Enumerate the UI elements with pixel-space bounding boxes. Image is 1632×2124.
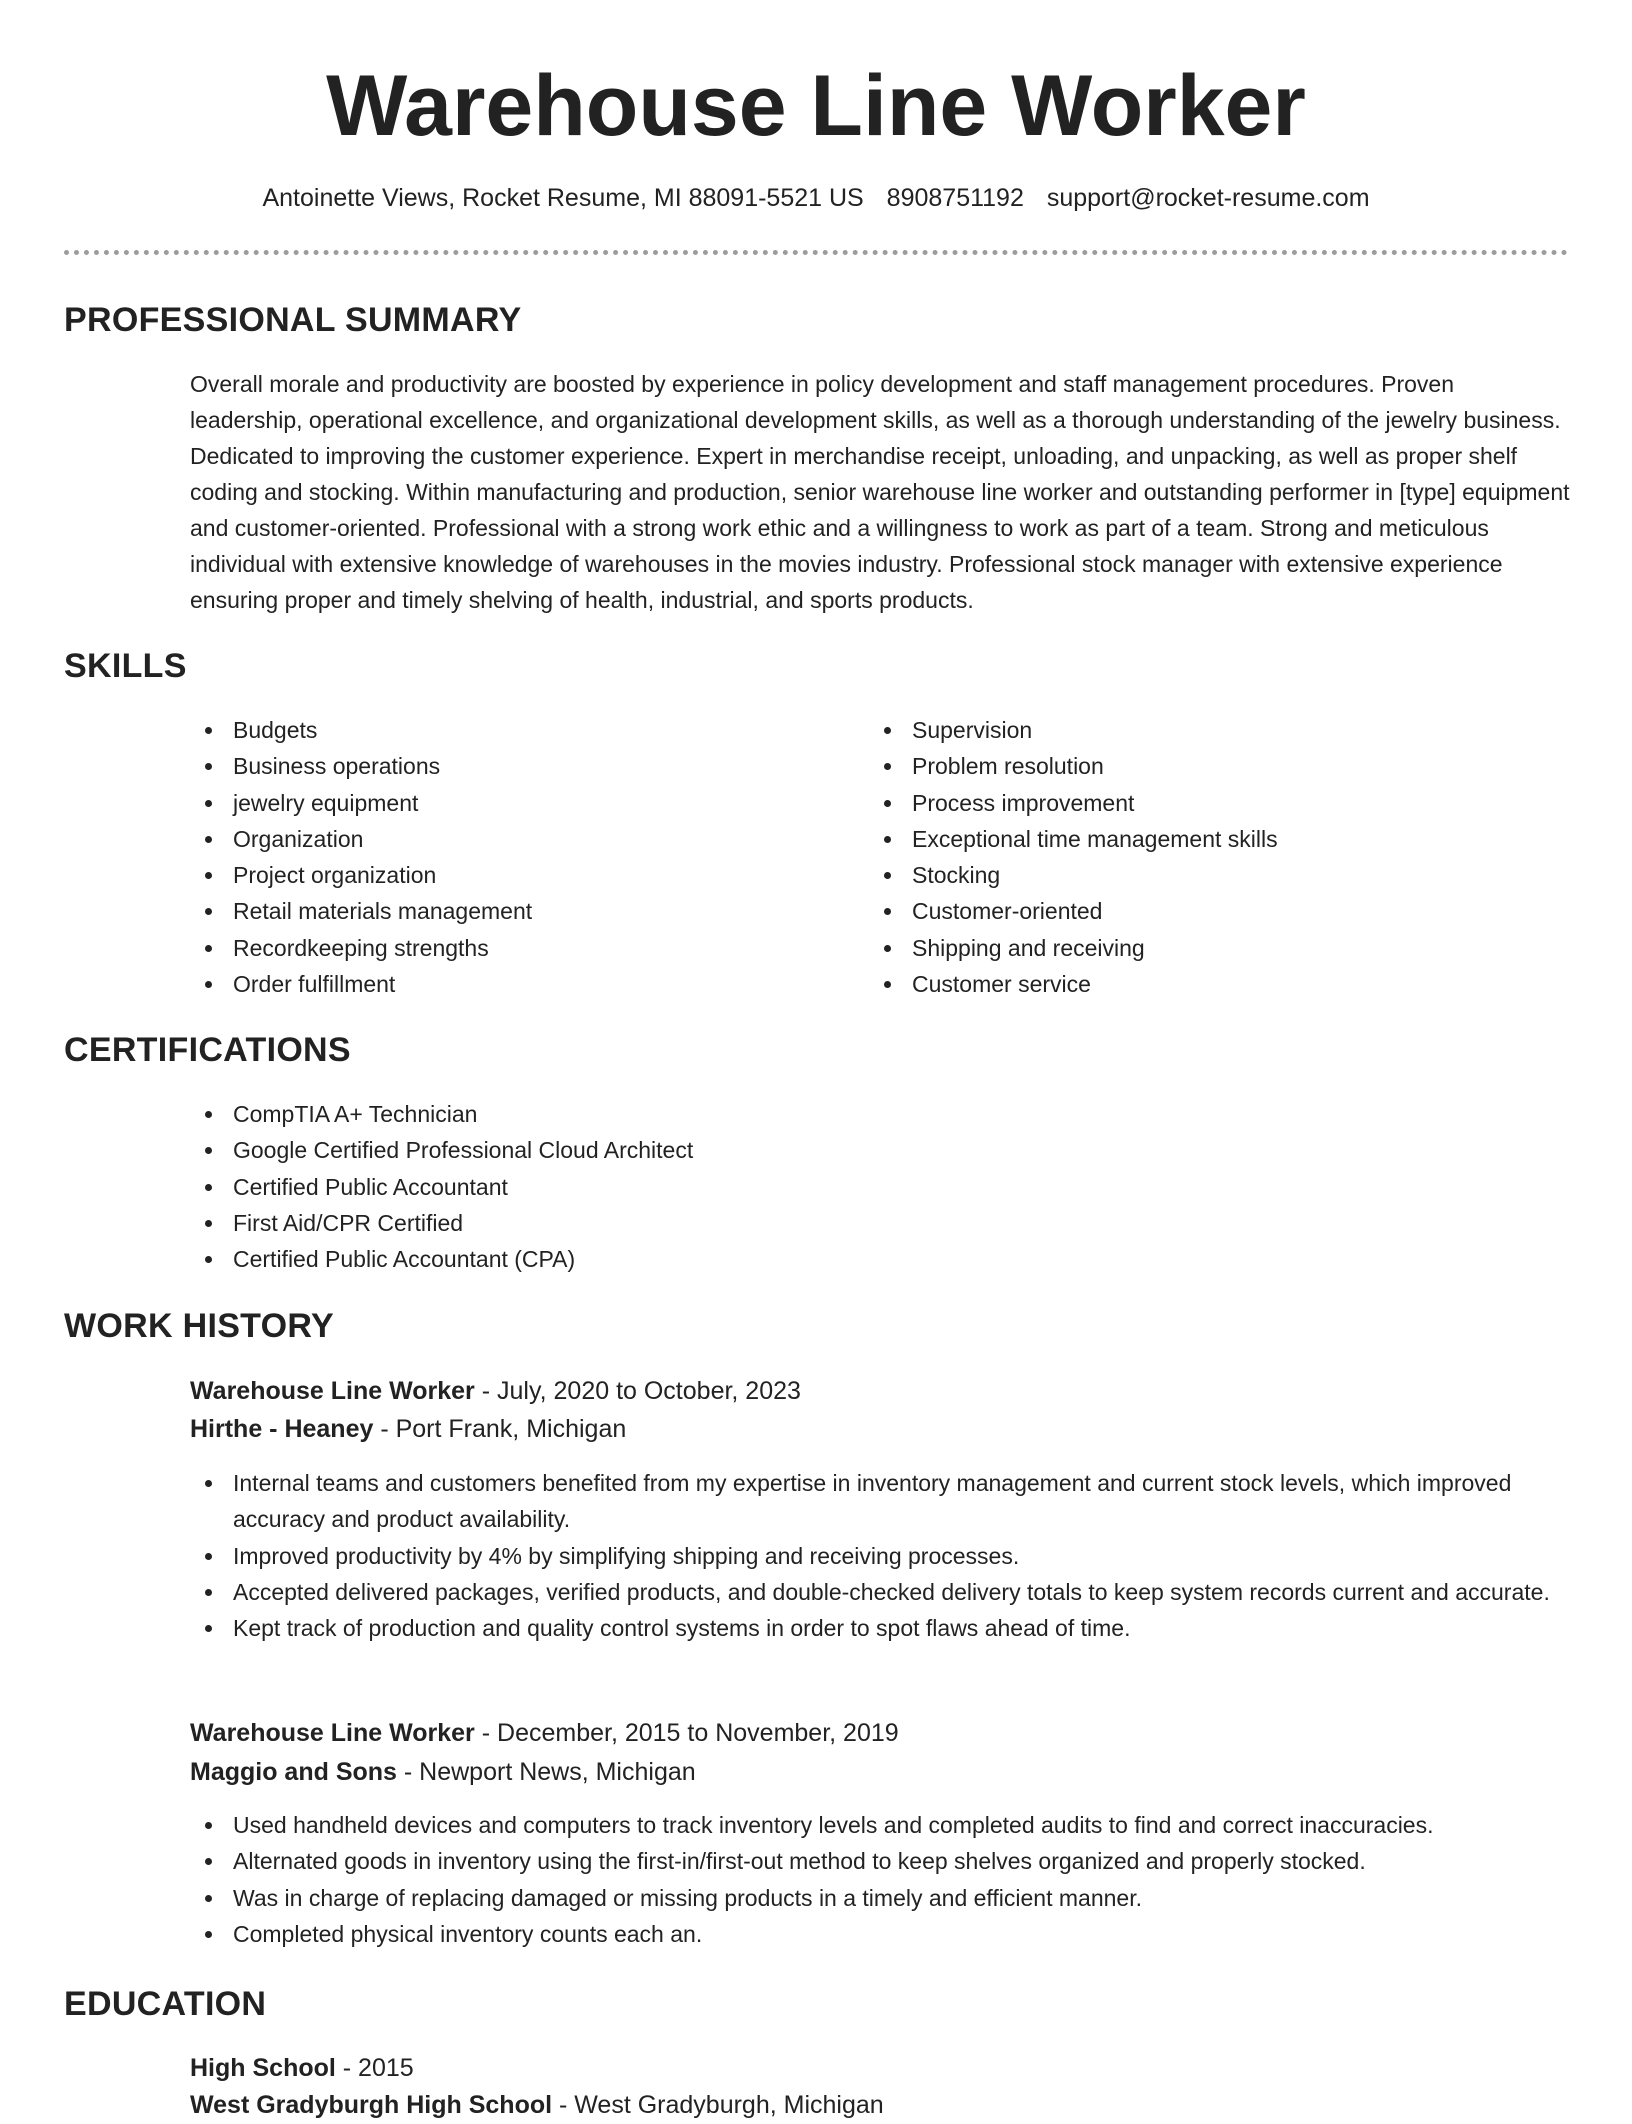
job-title-line xyxy=(190,1714,899,1752)
skill-item: Customer-oriented xyxy=(869,893,1569,929)
job-duty: Kept track of production and quality control systems in order to spot flaws ahead of time. xyxy=(190,1610,1580,1646)
skill-item: Process improvement xyxy=(869,785,1569,821)
skills-column-left xyxy=(190,712,830,1002)
contact-phone: 8908751192 xyxy=(886,184,1024,212)
job-duties-list xyxy=(190,1807,1580,1952)
job-duty: Was in charge of replacing damaged or missing products in a timely and efficient manner. xyxy=(190,1880,1580,1916)
summary-heading: PROFESSIONAL SUMMARY xyxy=(64,301,522,339)
job-duty: Completed physical inventory counts each an. xyxy=(190,1916,1580,1952)
skill-item: Project organization xyxy=(190,857,830,893)
job-duty: Internal teams and customers benefited from my expertise in inventory management and current stock levels, which improved accuracy and product availability. xyxy=(190,1465,1580,1538)
certifications-list xyxy=(190,1096,1490,1277)
skill-item: Recordkeeping strengths xyxy=(190,930,830,966)
job-dates: - December, 2015 to November, 2019 xyxy=(474,1719,899,1747)
certification-item: Certified Public Accountant xyxy=(190,1169,1490,1205)
skills-heading: SKILLS xyxy=(64,647,187,685)
education-school: West Gradyburgh High School xyxy=(190,2091,553,2119)
skill-item: Shipping and receiving xyxy=(869,930,1569,966)
job-dates: - July, 2020 to October, 2023 xyxy=(474,1377,801,1405)
skill-item: Customer service xyxy=(869,966,1569,1002)
skill-item: Problem resolution xyxy=(869,748,1569,784)
skill-item: Supervision xyxy=(869,712,1569,748)
skill-item: Organization xyxy=(190,821,830,857)
education-heading: EDUCATION xyxy=(64,1985,267,2023)
skill-item: Stocking xyxy=(869,857,1569,893)
job-duty: Alternated goods in inventory using the first-in/first-out method to keep shelves organized and properly stocked. xyxy=(190,1843,1580,1879)
resume-name: Warehouse Line Worker xyxy=(326,58,1306,154)
job-title-line xyxy=(190,1372,801,1410)
job-company-line xyxy=(190,1753,696,1791)
skill-item: Budgets xyxy=(190,712,830,748)
summary-text: Overall morale and productivity are boosted by experience in policy development and staff management procedures. Proven leadership, operational excellence, and organizational development skills, as well as a thorough understanding of the jewelry business. Dedicated to improving the customer experience. Expert in merchandise receipt, unloading, and unpacking, as well as proper shelf coding and stocking. Within manufacturing and production, senior warehouse line worker and outstanding performer in [type] equipment and customer-oriented. Professional with a strong work ethic and a willingness to work as part of a team. Strong and meticulous individual with extensive knowledge of warehouses in the movies industry. Professional stock manager with extensive experience ensuring proper and timely shelving of health, industrial, and sports products. xyxy=(190,371,1570,613)
contact-address: Antoinette Views, Rocket Resume, MI 88091-5521 US xyxy=(262,184,864,212)
contact-info xyxy=(0,180,1632,216)
education-degree: High School xyxy=(190,2054,336,2082)
skills-column-right xyxy=(869,712,1569,1002)
education-location: - West Gradyburgh, Michigan xyxy=(552,2091,884,2119)
education-school-line xyxy=(190,2086,884,2124)
certification-item: Certified Public Accountant (CPA) xyxy=(190,1241,1490,1277)
certification-item: First Aid/CPR Certified xyxy=(190,1205,1490,1241)
skill-item: jewelry equipment xyxy=(190,785,830,821)
job-role: Warehouse Line Worker xyxy=(190,1719,475,1747)
job-company: Maggio and Sons xyxy=(190,1758,397,1786)
skill-item: Retail materials management xyxy=(190,893,830,929)
skill-item: Order fulfillment xyxy=(190,966,830,1002)
job-location: - Port Frank, Michigan xyxy=(373,1415,627,1443)
contact-email: support@rocket-resume.com xyxy=(1046,184,1370,212)
skill-item: Business operations xyxy=(190,748,830,784)
job-company-line xyxy=(190,1410,626,1448)
job-duty: Improved productivity by 4% by simplifying shipping and receiving processes. xyxy=(190,1538,1580,1574)
header-divider xyxy=(64,250,1568,255)
job-company: Hirthe - Heaney xyxy=(190,1415,374,1443)
education-degree-line xyxy=(190,2049,414,2087)
job-duties-list xyxy=(190,1465,1580,1646)
job-duty: Accepted delivered packages, verified products, and double-checked delivery totals to keep system records current and accurate. xyxy=(190,1574,1580,1610)
job-location: - Newport News, Michigan xyxy=(396,1758,696,1786)
job-role: Warehouse Line Worker xyxy=(190,1377,475,1405)
skill-item: Exceptional time management skills xyxy=(869,821,1569,857)
education-year: - 2015 xyxy=(335,2054,414,2082)
certification-item: CompTIA A+ Technician xyxy=(190,1096,1490,1132)
job-duty: Used handheld devices and computers to track inventory levels and completed audits to find and correct inaccuracies. xyxy=(190,1807,1580,1843)
certification-item: Google Certified Professional Cloud Architect xyxy=(190,1132,1490,1168)
certifications-heading: CERTIFICATIONS xyxy=(64,1031,351,1069)
work-history-heading: WORK HISTORY xyxy=(64,1307,334,1345)
